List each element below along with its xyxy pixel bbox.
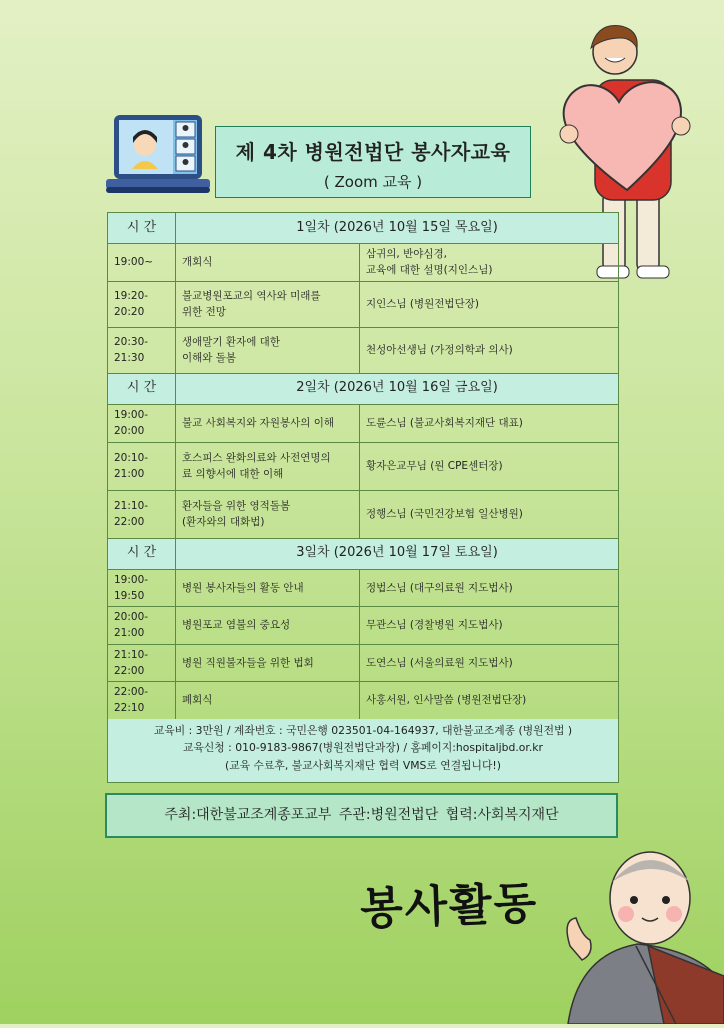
schedule-speaker: 정법스님 (대구의료원 지도법사) (360, 569, 619, 607)
schedule-time: 19:20-20:20 (108, 281, 176, 327)
day-header-row (108, 213, 619, 244)
schedule-topic: 병원 직원불자들을 위한 법회 (176, 644, 360, 682)
schedule-table (107, 212, 619, 720)
schedule-topic: 개회식 (176, 244, 360, 282)
day-title: 2일차 (2026년 10월 16일 금요일) (176, 373, 619, 404)
application-line: 교육신청 : 010-9183-9867(병원전법단과장) / 홈페이지:hospitaljbd.or.kr (183, 741, 543, 755)
schedule-row (108, 404, 619, 442)
schedule-row (108, 569, 619, 607)
schedule-row (108, 682, 619, 720)
schedule-time: 19:00-19:50 (108, 569, 176, 607)
schedule-time: 20:10-21:00 (108, 442, 176, 490)
schedule-time: 19:00-20:00 (108, 404, 176, 442)
vms-note-line: (교육 수료후, 불교사회복지재단 협력 VMS로 연결됩니다!) (225, 758, 501, 772)
day-header-row (108, 373, 619, 404)
info-box (107, 719, 619, 783)
calligraphy-text: 봉사활동 (359, 877, 540, 936)
schedule-row (108, 244, 619, 282)
schedule-speaker: 도연스님 (서울의료원 지도법사) (360, 644, 619, 682)
schedule-row (108, 607, 619, 645)
day-title: 3일차 (2026년 10월 17일 토요일) (176, 538, 619, 569)
schedule-topic: 생애말기 환자에 대한 이해와 돌봄 (176, 327, 360, 373)
schedule-time: 21:10-22:00 (108, 644, 176, 682)
title-box (215, 126, 531, 198)
schedule-speaker: 천성아선생님 (가정의학과 의사) (360, 327, 619, 373)
fee-account-line: 교육비 : 3만원 / 계좌번호 : 국민은행 023501-04-164937, 대한불교조계종 (병원전법 ) (153, 724, 573, 737)
day-title: 1일차 (2026년 10월 15일 목요일) (176, 213, 619, 244)
time-column-header: 시 간 (108, 538, 176, 569)
schedule-speaker: 정행스님 (국민건강보험 일산병원) (360, 490, 619, 538)
schedule-time: 20:30-21:30 (108, 327, 176, 373)
schedule-speaker: 지인스님 (병원전법단장) (360, 281, 619, 327)
schedule-time: 21:10-22:00 (108, 490, 176, 538)
schedule-row (108, 490, 619, 538)
schedule-topic: 병원 봉사자들의 활동 안내 (176, 569, 360, 607)
schedule-row (108, 442, 619, 490)
schedule-row (108, 281, 619, 327)
schedule-speaker: 황자은교무님 (원 CPE센터장) (360, 442, 619, 490)
schedule-speaker: 도륜스님 (불교사회복지재단 대표) (360, 404, 619, 442)
time-column-header: 시 간 (108, 213, 176, 244)
schedule-topic: 불교 사회복지와 자원봉사의 이해 (176, 404, 360, 442)
organizer-footer: 주최:대한불교조계종포교부 주관:병원전법단 협력:사회복지재단 (105, 793, 618, 838)
time-column-header: 시 간 (108, 373, 176, 404)
schedule-row (108, 644, 619, 682)
schedule-row (108, 327, 619, 373)
schedule-topic: 호스피스 완화의료와 사전연명의 료 의향서에 대한 이해 (176, 442, 360, 490)
schedule-time: 22:00-22:10 (108, 682, 176, 720)
schedule-time: 20:00-21:00 (108, 607, 176, 645)
day-header-row (108, 538, 619, 569)
page-subtitle: ( Zoom 교육 ) (323, 173, 423, 191)
schedule-topic: 폐회식 (176, 682, 360, 720)
schedule-speaker: 사홍서원, 인사말씀 (병원전법단장) (360, 682, 619, 720)
schedule-topic: 병원포교 염불의 중요성 (176, 607, 360, 645)
schedule-time: 19:00~ (108, 244, 176, 282)
schedule-speaker: 삼귀의, 반야심경, 교육에 대한 설명(지인스님) (360, 244, 619, 282)
page-title: 제 4차 병원전법단 봉사자교육 (235, 140, 511, 164)
monk-character-illustration (548, 842, 724, 1024)
schedule-topic: 환자들을 위한 영적돌봄 (환자와의 대화법) (176, 490, 360, 538)
schedule-topic: 불교병원포교의 역사와 미래를 위한 전망 (176, 281, 360, 327)
schedule-speaker: 무관스님 (경찰병원 지도법사) (360, 607, 619, 645)
video-call-laptop-icon (106, 113, 212, 197)
